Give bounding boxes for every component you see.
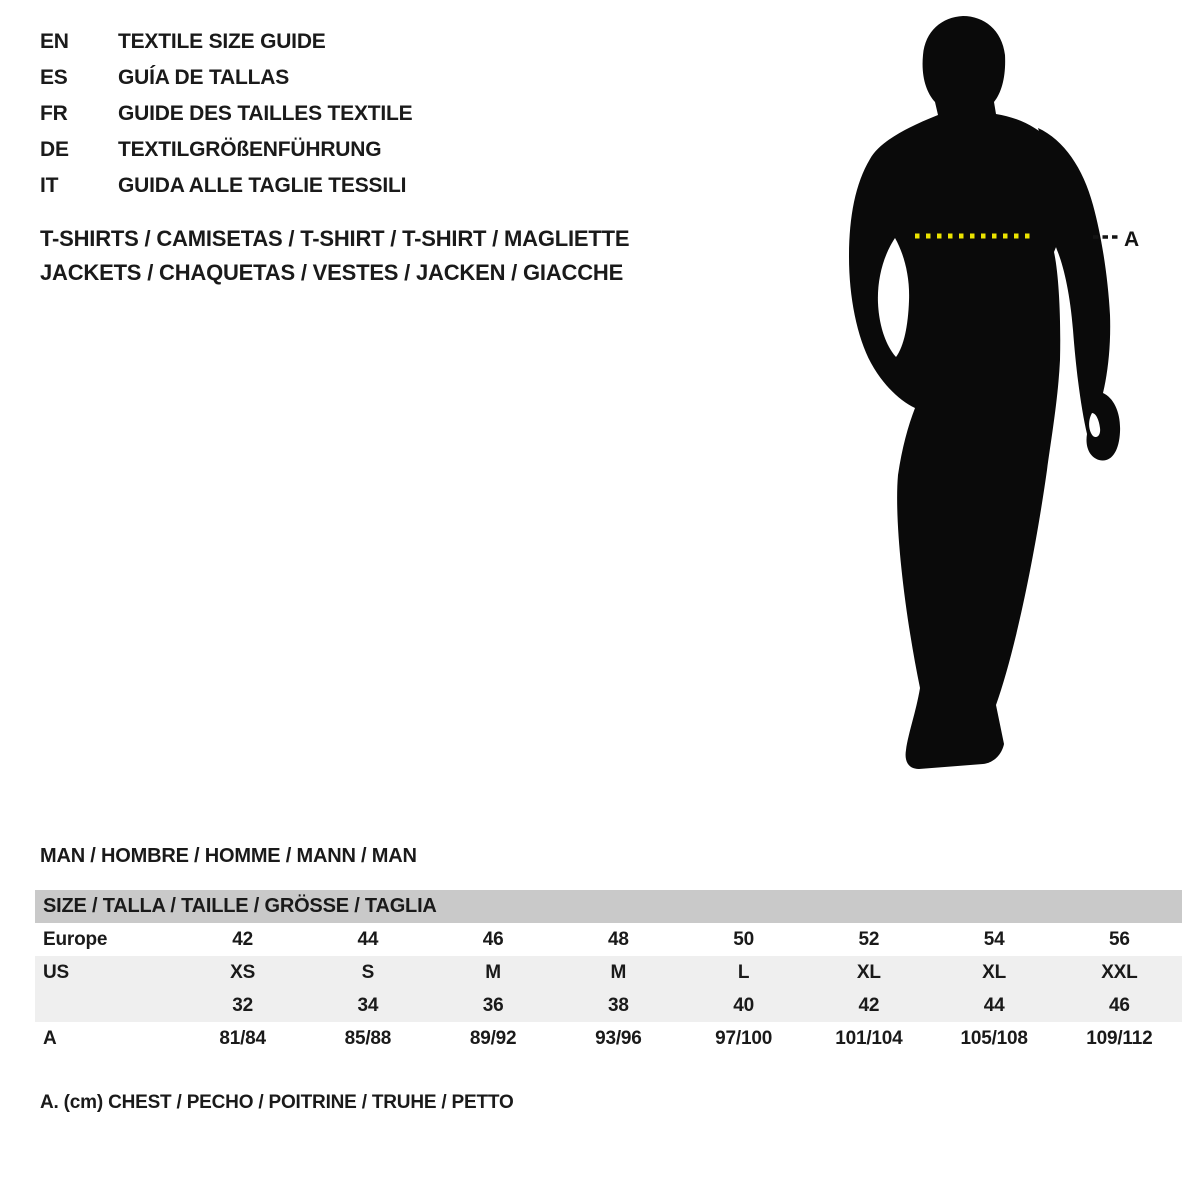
table-cell: XS bbox=[230, 961, 256, 983]
language-list bbox=[40, 24, 412, 204]
table-cell: 46 bbox=[482, 928, 504, 950]
language-title: GUIDA ALLE TAGLIE TESSILI bbox=[118, 174, 407, 197]
table-cell: 32 bbox=[232, 994, 253, 1016]
row-label: Europe bbox=[43, 928, 108, 950]
language-title: TEXTILGRÖßENFÜHRUNG bbox=[118, 138, 382, 161]
table-cell: M bbox=[610, 961, 627, 983]
man-body-shape bbox=[849, 16, 1067, 769]
section-heading-man: MAN / HOMBRE / HOMME / MANN / MAN bbox=[40, 845, 417, 867]
row-label: A bbox=[43, 1027, 57, 1049]
table-cell: 93/96 bbox=[595, 1027, 642, 1049]
table-cell: 44 bbox=[357, 928, 379, 950]
table-row-chest-a bbox=[35, 1022, 1182, 1055]
language-code: EN bbox=[40, 30, 69, 53]
measurement-footnote: A. (cm) CHEST / PECHO / POITRINE / TRUHE / PETTO bbox=[40, 1092, 514, 1113]
language-title: GUIDE DES TAILLES TEXTILE bbox=[118, 102, 413, 125]
table-cell: XL bbox=[982, 961, 1007, 983]
row-label: US bbox=[43, 961, 69, 983]
table-cell: 38 bbox=[608, 994, 629, 1016]
category-jackets: JACKETS / CHAQUETAS / VESTES / JACKEN / GIACCHE bbox=[40, 260, 624, 285]
table-cell: 89/92 bbox=[469, 1027, 517, 1049]
table-cell: 48 bbox=[608, 928, 629, 950]
category-tshirts: T-SHIRTS / CAMISETAS / T-SHIRT / T-SHIRT / MAGLIETTE bbox=[40, 226, 630, 251]
table-cell: L bbox=[737, 961, 750, 983]
table-cell: 52 bbox=[858, 928, 880, 950]
table-cell: 105/108 bbox=[960, 1027, 1028, 1049]
man-silhouette-figure bbox=[830, 0, 1200, 790]
table-row-us-numeric bbox=[35, 989, 1182, 1022]
language-code: ES bbox=[40, 66, 68, 89]
language-row-en bbox=[40, 24, 412, 60]
language-row-fr bbox=[40, 96, 412, 132]
table-cell: 44 bbox=[983, 994, 1005, 1016]
table-cell: 97/100 bbox=[715, 1027, 773, 1049]
language-title: GUÍA DE TALLAS bbox=[118, 66, 290, 89]
table-cell: S bbox=[361, 961, 375, 983]
category-list bbox=[40, 222, 629, 290]
measurement-figure bbox=[830, 0, 1200, 790]
language-row-es bbox=[40, 60, 412, 96]
table-cell: XL bbox=[856, 961, 881, 983]
language-row-it bbox=[40, 168, 412, 204]
table-cell: 40 bbox=[733, 994, 754, 1016]
size-table bbox=[35, 890, 1182, 1055]
table-cell: 54 bbox=[983, 928, 1005, 950]
language-row-de bbox=[40, 132, 412, 168]
measure-label-a: A bbox=[1124, 228, 1140, 251]
table-cell: 101/104 bbox=[835, 1027, 903, 1049]
size-table-header: SIZE / TALLA / TAILLE / GRÖSSE / TAGLIA bbox=[35, 890, 1182, 923]
language-title: TEXTILE SIZE GUIDE bbox=[118, 30, 326, 53]
table-cell: 56 bbox=[1109, 928, 1130, 950]
table-cell: 42 bbox=[232, 928, 253, 950]
table-cell: 50 bbox=[733, 928, 754, 950]
table-cell: 42 bbox=[858, 994, 880, 1016]
table-cell: 36 bbox=[482, 994, 504, 1016]
table-row-us bbox=[35, 956, 1182, 989]
table-row-europe bbox=[35, 923, 1182, 956]
table-cell: 46 bbox=[1109, 994, 1130, 1016]
language-code: DE bbox=[40, 138, 69, 161]
table-cell: 34 bbox=[357, 994, 379, 1016]
table-cell: 81/84 bbox=[219, 1027, 266, 1049]
table-cell: M bbox=[485, 961, 501, 983]
table-cell: XXL bbox=[1101, 961, 1138, 983]
table-cell: 85/88 bbox=[344, 1027, 392, 1049]
language-code: FR bbox=[40, 102, 68, 125]
table-cell: 109/112 bbox=[1086, 1027, 1153, 1049]
language-code: IT bbox=[40, 174, 59, 197]
